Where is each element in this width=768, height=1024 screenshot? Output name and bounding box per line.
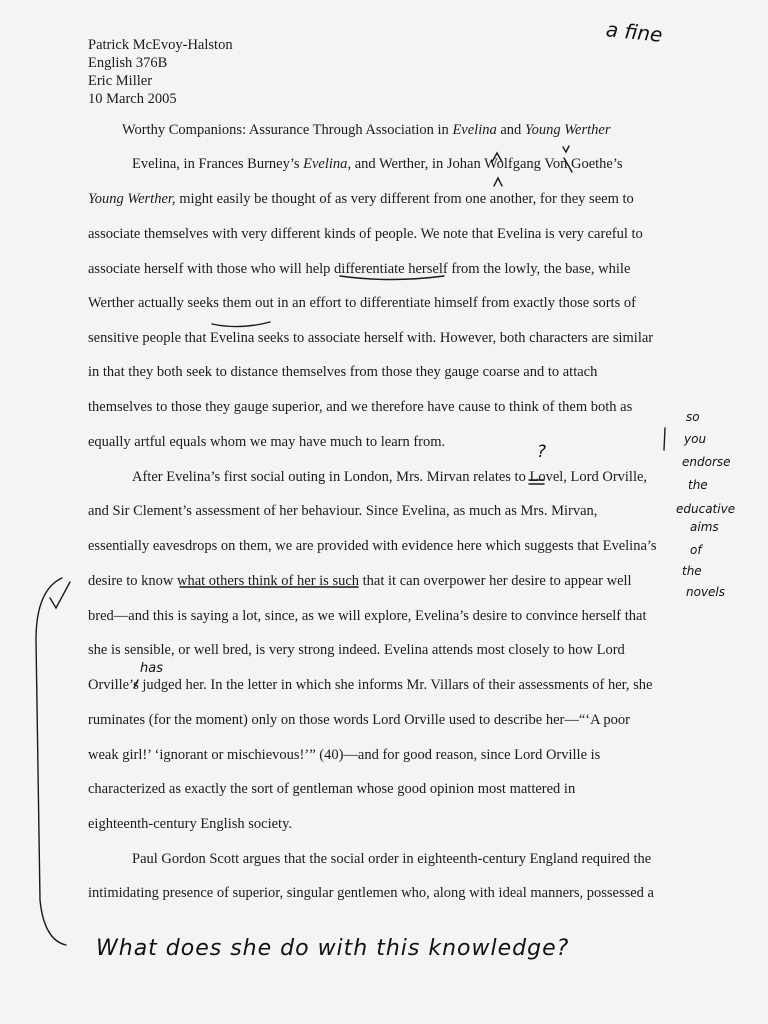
text-line: bred—and this is saying a lot, since, as we will explore, Evelina’s desire to convince herself that	[88, 608, 647, 624]
handwritten-query: ?	[537, 442, 547, 462]
slash-mark	[564, 158, 572, 172]
text-line: themselves to those they gauge superior, and we therefore have cause to think of them both as	[88, 399, 633, 415]
underline-mark	[340, 276, 444, 280]
text-line: After Evelina’s first social outing in London, Mrs. Mirvan relates to Lovel, Lord Orville,	[132, 469, 648, 485]
text-line: desire to know what others think of her is such that it can overpower her desire to appear well	[88, 573, 632, 589]
text-line: eighteenth-century English society.	[88, 816, 293, 832]
text-line: ruminates (for the moment) only on those words Lord Orville used to describe her—“‘A poor	[88, 712, 631, 728]
handwritten-comment-bottom: What does she do with this knowledge?	[96, 936, 570, 961]
text-line: Evelina, in Frances Burney’s Evelina, and Werther, in Johan Wolfgang Von Goethe’s	[132, 156, 623, 172]
text-line: sensitive people that Evelina seeks to associate herself with. However, both characters are similar	[88, 330, 654, 346]
caret-mark	[492, 153, 502, 162]
text-line: Paul Gordon Scott argues that the social order in eighteenth-century England required the	[132, 851, 652, 867]
author-name: Patrick McEvoy-Halston	[88, 37, 233, 53]
check-mark	[50, 582, 70, 608]
handwritten-comment-top: a fine	[604, 17, 664, 47]
caret-mark	[494, 178, 502, 186]
caret-mark	[134, 680, 138, 688]
margin-bracket-mark	[36, 578, 66, 945]
text-line: associate herself with those who will help differentiate herself from the lowly, the base, while	[88, 261, 631, 277]
margin-tick-mark	[664, 428, 665, 450]
text-line: Werther actually seeks them out in an effort to differentiate himself from exactly those sorts of	[88, 295, 636, 311]
underline-mark	[212, 322, 270, 327]
check-mark-small	[563, 146, 569, 152]
text-line: intimidating presence of superior, singular gentlemen who, along with ideal manners, possessed a	[88, 885, 654, 901]
text-line: Orville’s judged her. In the letter in which she informs Mr. Villars of their assessments of her, she	[88, 677, 653, 693]
text-line: essentially eavesdrops on them, we are provided with evidence here which suggests that Evelina’s	[88, 538, 657, 554]
text-line: weak girl!’ ‘ignorant or mischievous!’” (40)—and for good reason, since Lord Orville is	[88, 747, 601, 763]
text-line: she is sensible, or well bred, is very strong indeed. Evelina attends most closely to how Lord	[88, 642, 625, 658]
text-line: and Sir Clement’s assessment of her behaviour. Since Evelina, as much as Mrs. Mirvan,	[88, 503, 598, 519]
text-line: associate themselves with very different kinds of people. We note that Evelina is very careful to	[88, 226, 643, 242]
handwritten-insertion: has	[140, 661, 163, 676]
text-line: equally artful equals whom we may have much to learn from.	[88, 434, 446, 450]
essay-title: Worthy Companions: Assurance Through Association in Evelina and Young Werther	[122, 122, 611, 138]
text-line: characterized as exactly the sort of gentleman whose good opinion most mattered in	[88, 781, 576, 797]
course-code: English 376B	[88, 55, 168, 71]
instructor-name: Eric Miller	[88, 73, 153, 89]
text-line: in that they both seek to distance themselves from those they gauge coarse and to attach	[88, 364, 598, 380]
essay-page: Patrick McEvoy-Halston English 376B Eric Miller 10 March 2005 Worthy Companions: Assurance Through Association in Evelina and Young Werther Evelina, in Frances Burney’s Evelina, and Werther, in Johan Wolfgang Von Goethe’s Young Werther, might easily be thought of as very different from one another, for they seem to associate themselves with very different kinds of people. We note that Evelina is very careful to associate herself with those who will help differentiate herself from the lowly, the base, while Werther actually seeks them out in an effort to differentiate himself from exactly those sorts of sensitive people that Evelina seeks to associate herself with. However, both characters are similar in that they both seek to distance themselves from those they gauge coarse and to attach themselves to those they gauge superior, and we therefore have cause to think of them both as equally artful equals whom we may have much to learn from. After Evelina’s first social outing in London, Mrs. Mirvan relates to Lovel, Lord Orville, and Sir Clement’s assessment of her behaviour. Since Evelina, as much as Mrs. Mirvan, essentially eavesdrops on them, we are provided with evidence here which suggests that Evelina’s desire to know what others think of her is such that it can overpower her desire to appear well bred—and this is saying a lot, since, as we will explore, Evelina’s desire to convince herself that she is sensible, or well bred, is very strong indeed. Evelina attends most closely to how Lord Orville’s judged her. In the letter in which she informs Mr. Villars of their assessments of her, she ruminates (for the moment) only on those words Lord Orville used to describe her—“‘A poor weak girl!’ ‘ignorant or mischievous!’” (40)—and for good reason, since Lord Orville is characterized as exactly the sort of gentleman whose good opinion most mattered in eighteenth-century English society. Paul Gordon Scott argues that the social order in eighteenth-century England required the intimidating presence of superior, singular gentlemen who, along with ideal manners, possessed a a fine has ? so you endorse the educative aims of the novels What does she do with this knowledge?	[0, 0, 768, 1024]
essay-date: 10 March 2005	[88, 91, 177, 107]
double-underline-mark	[529, 480, 544, 484]
text-line: Young Werther, might easily be thought of as very different from one another, for they seem to	[88, 191, 634, 207]
